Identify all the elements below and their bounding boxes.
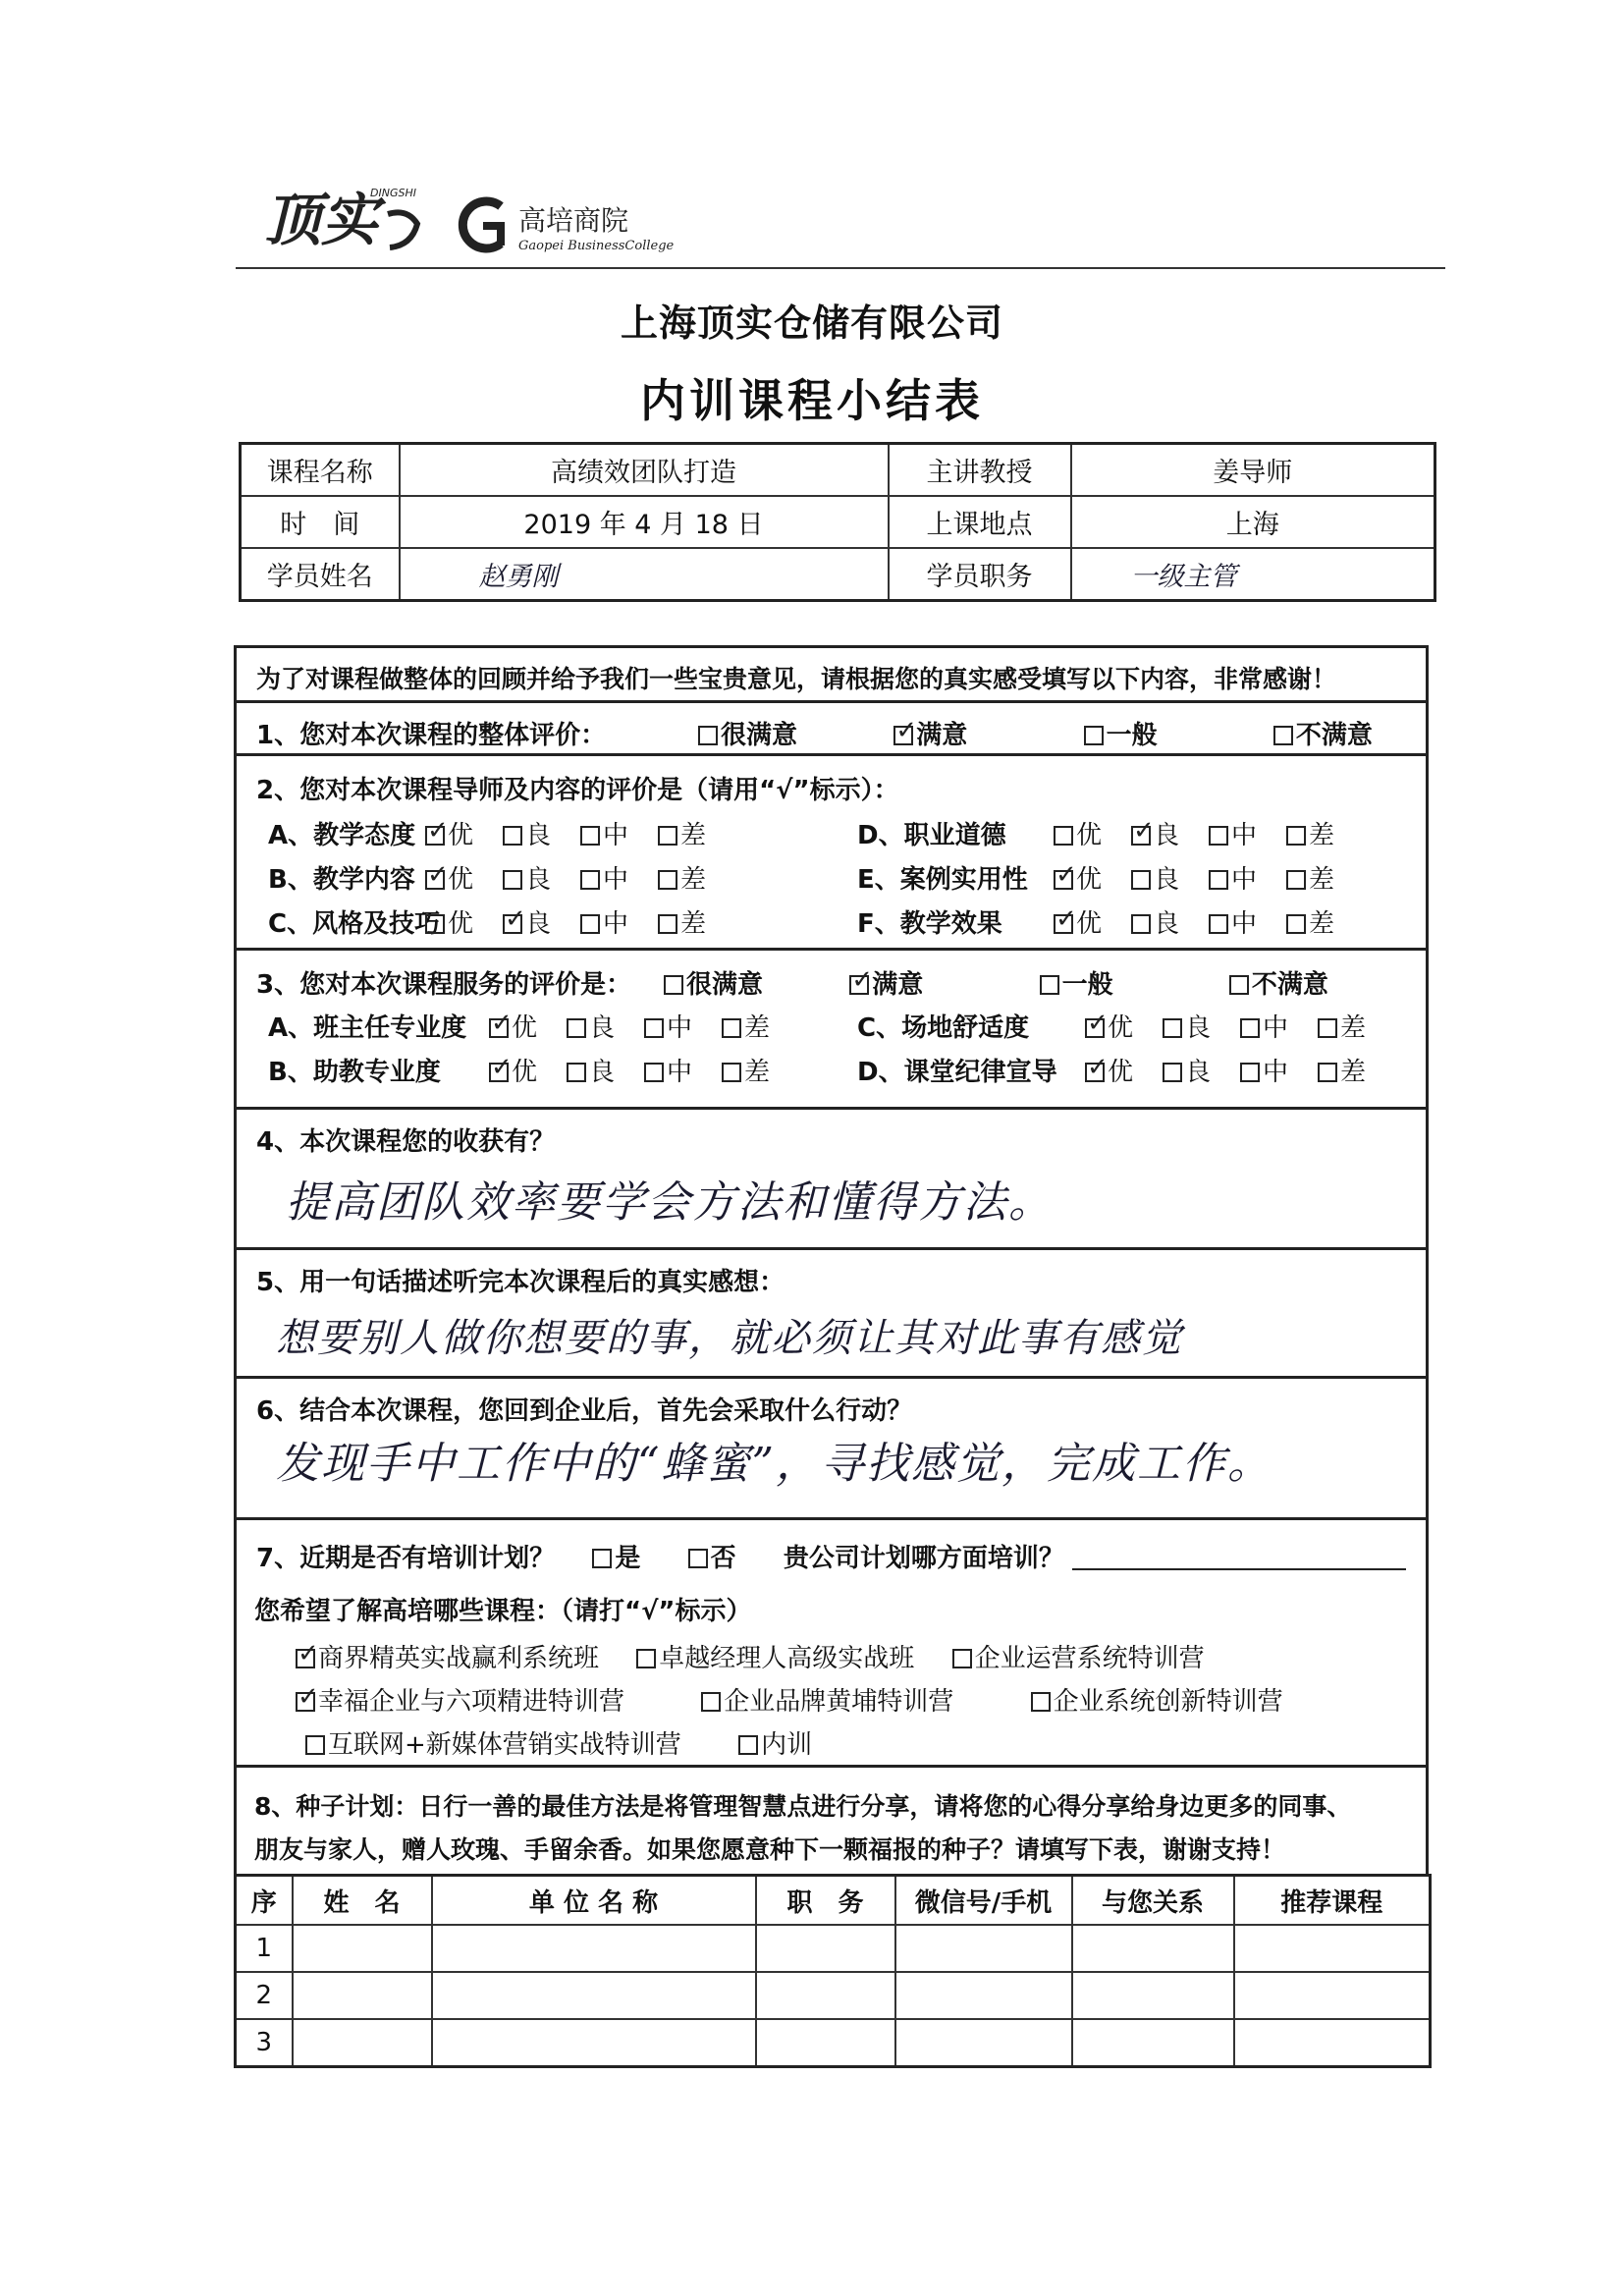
q1-option-unsatisfied[interactable]: 不满意 — [1273, 715, 1373, 751]
grade-option[interactable] — [1054, 815, 1102, 851]
name-cell[interactable] — [293, 1972, 432, 2019]
grade-option[interactable] — [1209, 859, 1257, 896]
grade-option[interactable] — [1163, 1052, 1211, 1088]
grade-option[interactable] — [1163, 1008, 1211, 1044]
position-cell[interactable] — [756, 1925, 895, 1972]
q2-rating-item — [857, 903, 1364, 940]
teacher-label: 主讲教授 — [889, 444, 1071, 497]
q3-rating-item — [268, 1052, 799, 1088]
q3-option-satisfied[interactable]: ✓ 满意 — [849, 964, 923, 1001]
q4-answer[interactable]: 提高团队效率要学会方法和懂得方法。 — [286, 1177, 1054, 1228]
q3-section — [234, 948, 1429, 1107]
grade-label: 优 — [512, 1058, 538, 1087]
relation-cell[interactable] — [1072, 2019, 1234, 2067]
grade-option[interactable] — [1240, 1008, 1288, 1044]
checkbox[interactable] — [592, 1549, 612, 1568]
gaopei-logo — [454, 192, 709, 257]
grade-label: 良 — [525, 909, 552, 939]
q8-section — [234, 1765, 1429, 1874]
seed-table-header — [236, 1876, 1431, 1926]
checkbox[interactable] — [1286, 826, 1306, 846]
grade-option[interactable] — [425, 815, 473, 851]
checkbox[interactable] — [567, 1018, 586, 1038]
grade-option[interactable] — [644, 1008, 692, 1044]
grade-label: 良 — [525, 821, 552, 850]
grade-option[interactable] — [1209, 903, 1257, 940]
grade-label: 差 — [680, 909, 707, 939]
q2-rating-item — [268, 859, 735, 896]
checkbox[interactable] — [503, 870, 522, 890]
position-cell[interactable] — [756, 2019, 895, 2067]
grade-label: 中 — [1231, 865, 1258, 895]
grade-label: 良 — [589, 1013, 616, 1043]
header-course: 推荐课程 — [1234, 1876, 1431, 1926]
checkbox[interactable] — [1131, 870, 1151, 890]
checkbox[interactable] — [636, 1649, 656, 1668]
q1-option-very-satisfied[interactable]: 很满意 — [698, 715, 797, 751]
seed-referral-table — [234, 1874, 1432, 2068]
grade-label: 优 — [1076, 865, 1103, 895]
checkbox[interactable] — [698, 726, 718, 745]
rating-item-label: A、班主任专业度 — [268, 1013, 467, 1043]
header-index: 序 — [236, 1876, 293, 1926]
grade-option[interactable] — [1318, 1052, 1366, 1088]
grade-option[interactable] — [658, 815, 706, 851]
rating-item-label: B、教学内容 — [268, 865, 415, 895]
grade-label: 优 — [1108, 1013, 1134, 1043]
q3-options — [664, 964, 1328, 1001]
q5-answer[interactable]: 想要别人做你想要的事，就必须让其对此事有感觉 — [276, 1316, 1183, 1361]
q2-rating-item — [268, 815, 735, 851]
q4-section — [234, 1107, 1429, 1247]
q7-plan-field[interactable] — [1072, 1568, 1406, 1570]
checkbox-checked[interactable] — [425, 870, 445, 890]
grade-option[interactable] — [1240, 1052, 1288, 1088]
checkbox[interactable] — [1054, 826, 1073, 846]
table-row — [236, 1972, 1431, 2019]
place-value[interactable]: 上海 — [1071, 496, 1435, 548]
relation-cell[interactable] — [1072, 1972, 1234, 2019]
checkbox[interactable] — [701, 1692, 721, 1712]
course-option-happiness[interactable]: ✓幸福企业与六项精进特训营 — [296, 1681, 624, 1718]
grade-option[interactable] — [489, 1008, 537, 1044]
q3-label: 3、您对本次课程服务的评价是： — [256, 970, 632, 1000]
grade-option[interactable] — [489, 1052, 537, 1088]
checkbox[interactable] — [1131, 914, 1151, 934]
checkbox[interactable] — [1240, 1063, 1260, 1082]
checkbox[interactable] — [952, 1649, 972, 1668]
time-label: 时 间 — [241, 496, 400, 548]
grade-label: 良 — [525, 865, 552, 895]
q2-rating-item — [857, 859, 1364, 896]
name-cell[interactable] — [293, 1925, 432, 1972]
checkbox[interactable] — [580, 914, 600, 934]
checkbox-checked[interactable] — [425, 826, 445, 846]
header-company: 单 位 名 称 — [432, 1876, 756, 1926]
q7-label: 7、近期是否有培训计划？ — [256, 1544, 556, 1573]
q6-answer[interactable]: 发现手中工作中的“蜂蜜”，寻找感觉，完成工作。 — [276, 1439, 1272, 1489]
course-name-label: 课程名称 — [241, 444, 400, 497]
form-title: 内训课程小结表 — [640, 374, 984, 427]
checkbox[interactable] — [503, 826, 522, 846]
grade-label: 差 — [1309, 821, 1335, 850]
grade-option[interactable] — [425, 903, 473, 940]
grade-label: 差 — [744, 1058, 771, 1087]
company-cell[interactable] — [432, 2019, 756, 2067]
grade-label: 差 — [1340, 1058, 1367, 1087]
rating-item-label: A、教学态度 — [268, 821, 416, 850]
checkbox-checked[interactable] — [1085, 1063, 1105, 1082]
student-name-label: 学员姓名 — [241, 548, 400, 601]
grade-label: 优 — [512, 1013, 538, 1043]
intro-section — [234, 645, 1429, 700]
grade-option[interactable] — [503, 815, 551, 851]
course-info-table — [239, 442, 1436, 602]
checkbox[interactable] — [688, 1549, 708, 1568]
grade-label: 优 — [1076, 909, 1103, 939]
grade-label: 差 — [1309, 865, 1335, 895]
header-contact: 微信号/手机 — [895, 1876, 1072, 1926]
row-index: 3 — [236, 2019, 293, 2067]
grade-label: 中 — [1263, 1013, 1289, 1043]
contact-cell[interactable] — [895, 2019, 1072, 2067]
rating-item-label: E、案例实用性 — [857, 865, 1028, 895]
rating-item-label: C、场地舒适度 — [857, 1013, 1030, 1043]
course-option-innovation[interactable]: 企业系统创新特训营 — [1031, 1681, 1283, 1718]
checkbox[interactable] — [738, 1735, 758, 1755]
q7-ask-label: 贵公司计划哪方面培训？ — [783, 1544, 1064, 1573]
checkbox[interactable] — [1240, 1018, 1260, 1038]
checkbox-checked[interactable] — [893, 726, 913, 745]
checkbox[interactable] — [580, 826, 600, 846]
checkbox[interactable] — [1286, 914, 1306, 934]
checkbox[interactable] — [580, 870, 600, 890]
row-index: 1 — [236, 1925, 293, 1972]
course-cell[interactable] — [1234, 1972, 1431, 2019]
company-cell[interactable] — [432, 1972, 756, 2019]
grade-label: 良 — [1154, 821, 1180, 850]
q6-label: 6、结合本次课程，您回到企业后，首先会采取什么行动？ — [256, 1396, 913, 1426]
grade-option[interactable] — [1286, 859, 1334, 896]
grade-label: 良 — [589, 1058, 616, 1087]
q3-rating-item — [857, 1008, 1395, 1044]
grade-option[interactable] — [580, 815, 628, 851]
grade-option[interactable] — [580, 903, 628, 940]
header-position: 职 务 — [756, 1876, 895, 1926]
grade-label: 差 — [680, 865, 707, 895]
grade-option[interactable] — [1085, 1052, 1133, 1088]
q1-section — [234, 700, 1429, 753]
name-cell[interactable] — [293, 2019, 432, 2067]
checkbox[interactable] — [658, 826, 677, 846]
checkbox[interactable] — [567, 1063, 586, 1082]
checkbox-checked[interactable] — [489, 1018, 509, 1038]
q5-section — [234, 1247, 1429, 1376]
grade-label: 优 — [448, 909, 474, 939]
checkbox[interactable] — [644, 1063, 664, 1082]
q6-section — [234, 1376, 1429, 1517]
header-divider — [236, 267, 1445, 269]
intro-text: 为了对课程做整体的回顾并给予我们一些宝贵意见，请根据您的真实感受填写以下内容，非常感谢！ — [256, 665, 1337, 693]
rating-item-label: D、课堂纪律宣导 — [857, 1058, 1057, 1087]
checkbox-checked[interactable] — [489, 1063, 509, 1082]
dingshi-logo-text: 顶实 — [264, 187, 379, 253]
q7-section — [234, 1517, 1429, 1765]
course-option-operations[interactable]: 企业运营系统特训营 — [952, 1638, 1205, 1674]
checkbox[interactable] — [1163, 1018, 1182, 1038]
q8-line1: 8、种子计划：日行一善的最佳方法是将管理智慧点进行分享，请将您的心得分享给身边更多的同事、 — [254, 1792, 1352, 1821]
checkbox[interactable] — [722, 1063, 741, 1082]
gaopei-logo-cn: 高培商院 — [518, 204, 629, 237]
student-position-label: 学员职务 — [889, 548, 1071, 601]
company-cell[interactable] — [432, 1925, 756, 1972]
checkbox[interactable] — [1229, 975, 1249, 995]
grade-label: 良 — [1154, 865, 1180, 895]
checkbox[interactable] — [1040, 975, 1059, 995]
grade-label: 差 — [1309, 909, 1335, 939]
checkbox-checked[interactable] — [296, 1692, 315, 1712]
q4-label: 4、本次课程您的收获有？ — [256, 1127, 556, 1157]
q1-option-satisfied[interactable]: ✓ 满意 — [893, 715, 967, 751]
grade-option[interactable] — [503, 903, 551, 940]
checkbox[interactable] — [1031, 1692, 1051, 1712]
q1-options — [698, 715, 1373, 751]
student-name-value[interactable]: 赵勇刚 — [400, 548, 889, 601]
grade-label: 优 — [1076, 821, 1103, 850]
company-name: 上海顶实仓储有限公司 — [620, 301, 1003, 345]
course-cell[interactable] — [1234, 2019, 1431, 2067]
checkbox[interactable] — [1084, 726, 1104, 745]
checkbox-checked[interactable] — [296, 1649, 315, 1668]
time-value[interactable]: 2019 年 4 月 18 日 — [400, 496, 889, 548]
grade-label: 良 — [1185, 1013, 1212, 1043]
grade-option[interactable] — [1085, 1008, 1133, 1044]
q1-label: 1、您对本次课程的整体评价： — [256, 721, 607, 750]
checkbox[interactable] — [1273, 726, 1293, 745]
checkbox[interactable] — [658, 870, 677, 890]
grade-label: 中 — [667, 1013, 693, 1043]
grade-label: 中 — [1231, 821, 1258, 850]
q5-label: 5、用一句话描述听完本次课程后的真实感想： — [256, 1268, 785, 1297]
course-option-brand[interactable]: 企业品牌黄埔特训营 — [701, 1681, 953, 1718]
teacher-value[interactable]: 姜导师 — [1071, 444, 1435, 497]
checkbox[interactable] — [1318, 1018, 1337, 1038]
q3-rating-item — [857, 1052, 1395, 1088]
rating-item-label: D、职业道德 — [857, 821, 1006, 850]
checkbox[interactable] — [1209, 870, 1228, 890]
q8-line2: 朋友与家人，赠人玫瑰、手留余香。如果您愿意种下一颗福报的种子？请填写下表，谢谢支持！ — [254, 1835, 1286, 1864]
q2-rating-item — [268, 903, 735, 940]
grade-option[interactable] — [658, 903, 706, 940]
checkbox[interactable] — [644, 1018, 664, 1038]
checkbox[interactable] — [1286, 870, 1306, 890]
grade-option[interactable] — [1131, 859, 1179, 896]
header-relation: 与您关系 — [1072, 1876, 1234, 1926]
grade-option[interactable] — [425, 859, 473, 896]
place-label: 上课地点 — [889, 496, 1071, 548]
q3-option-very-satisfied[interactable]: 很满意 — [664, 964, 763, 1001]
grade-option[interactable] — [1054, 903, 1102, 940]
q2-rating-item — [857, 815, 1364, 851]
checkbox[interactable] — [1318, 1063, 1337, 1082]
grade-option[interactable] — [1131, 815, 1179, 851]
grade-label: 差 — [680, 821, 707, 850]
grade-label: 良 — [1154, 909, 1180, 939]
checkbox-checked[interactable] — [1131, 826, 1151, 846]
grade-option[interactable] — [1286, 903, 1334, 940]
course-name-value[interactable]: 高绩效团队打造 — [400, 444, 889, 497]
checkbox[interactable] — [658, 914, 677, 934]
row-index: 2 — [236, 1972, 293, 2019]
q2-label: 2、您对本次课程导师及内容的评价是（请用“√”标示）： — [256, 776, 899, 805]
grade-option[interactable] — [1054, 859, 1102, 896]
grade-label: 优 — [448, 865, 474, 895]
dingshi-logo-pinyin: DINGSHI — [370, 187, 416, 199]
position-cell[interactable] — [756, 1972, 895, 2019]
grade-label: 优 — [448, 821, 474, 850]
contact-cell[interactable] — [895, 1925, 1072, 1972]
grade-label: 优 — [1108, 1058, 1134, 1087]
checkbox[interactable] — [664, 975, 683, 995]
course-option-manager[interactable]: 卓越经理人高级实战班 — [636, 1638, 914, 1674]
grade-label: 差 — [744, 1013, 771, 1043]
q7-sub-label: 您希望了解高培哪些课程：（请打“√”标示） — [254, 1597, 752, 1626]
q3-option-average[interactable]: 一般 — [1040, 964, 1113, 1001]
grade-label: 差 — [1340, 1013, 1367, 1043]
contact-cell[interactable] — [895, 1972, 1072, 2019]
header-name: 姓 名 — [293, 1876, 432, 1926]
grade-option[interactable] — [567, 1052, 615, 1088]
checkbox-checked[interactable] — [503, 914, 522, 934]
checkbox[interactable] — [1209, 826, 1228, 846]
checkbox[interactable] — [1209, 914, 1228, 934]
relation-cell[interactable] — [1072, 1925, 1234, 1972]
grade-label: 中 — [1263, 1058, 1289, 1087]
grade-option[interactable] — [722, 1008, 770, 1044]
grade-option[interactable] — [1131, 903, 1179, 940]
grade-label: 中 — [1231, 909, 1258, 939]
grade-option[interactable] — [1286, 815, 1334, 851]
q1-option-average[interactable]: 一般 — [1084, 715, 1158, 751]
rating-item-label: B、助教专业度 — [268, 1058, 441, 1087]
course-option-inhouse[interactable]: 内训 — [738, 1724, 812, 1761]
dingshi-logo — [260, 175, 437, 265]
q7-option-yes[interactable]: 是 — [592, 1538, 640, 1574]
rating-item-label: C、风格及技巧 — [268, 909, 441, 939]
checkbox-checked[interactable] — [1054, 914, 1073, 934]
grade-label: 中 — [603, 909, 629, 939]
q3-option-unsatisfied[interactable]: 不满意 — [1229, 964, 1328, 1001]
grade-option[interactable] — [1318, 1008, 1366, 1044]
grade-option[interactable] — [567, 1008, 615, 1044]
rating-item-label: F、教学效果 — [857, 909, 1002, 939]
course-option-internet[interactable]: 互联网+新媒体营销实战特训营 — [305, 1724, 681, 1761]
grade-label: 中 — [603, 821, 629, 850]
student-position-value[interactable]: 一级主管 — [1071, 548, 1435, 601]
q3-rating-item — [268, 1008, 799, 1044]
grade-option[interactable] — [503, 859, 551, 896]
checkbox[interactable] — [722, 1018, 741, 1038]
grade-label: 中 — [603, 865, 629, 895]
gaopei-logo-en: Gaopei BusinessCollege — [518, 239, 675, 253]
q2-section — [234, 753, 1429, 948]
course-cell[interactable] — [1234, 1925, 1431, 1972]
checkbox-checked[interactable] — [1054, 870, 1073, 890]
q7-option-no[interactable]: 否 — [688, 1538, 736, 1574]
table-row — [236, 1925, 1431, 1972]
checkbox[interactable] — [1163, 1063, 1182, 1082]
checkbox[interactable] — [425, 914, 445, 934]
grade-option[interactable] — [722, 1052, 770, 1088]
checkbox[interactable] — [305, 1735, 325, 1755]
checkbox-checked[interactable] — [849, 975, 869, 995]
table-row — [236, 2019, 1431, 2067]
course-option-elite[interactable]: ✓商界精英实战赢利系统班 — [296, 1638, 599, 1674]
grade-label: 良 — [1185, 1058, 1212, 1087]
grade-label: 中 — [667, 1058, 693, 1087]
grade-option[interactable] — [658, 859, 706, 896]
grade-option[interactable] — [644, 1052, 692, 1088]
grade-option[interactable] — [1209, 815, 1257, 851]
grade-option[interactable] — [580, 859, 628, 896]
checkbox-checked[interactable] — [1085, 1018, 1105, 1038]
